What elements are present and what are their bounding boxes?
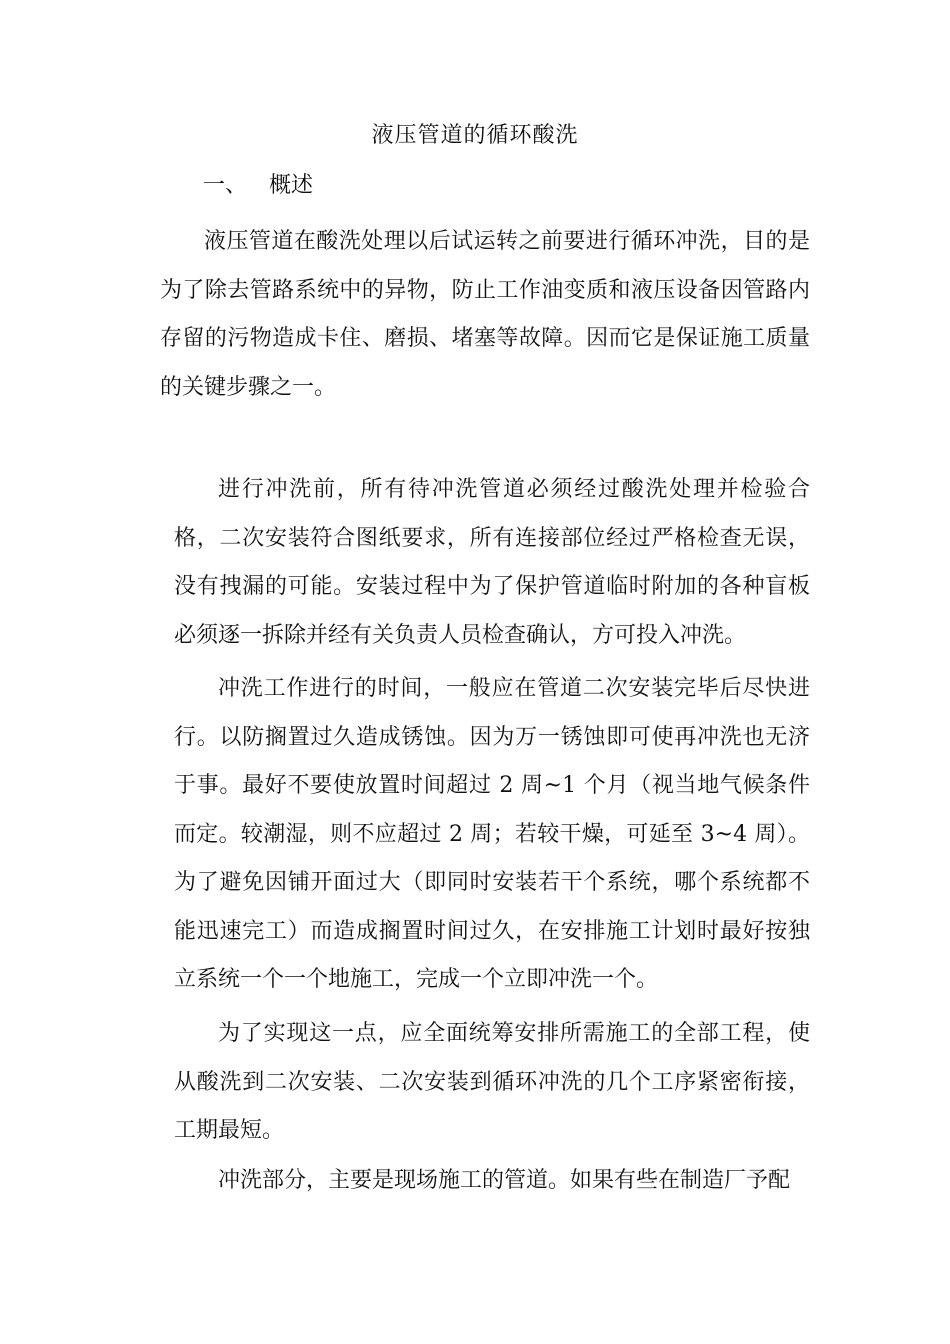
paragraph-flush-timing: 冲洗工作进行的时间，一般应在管道二次安装完毕后尽快进行。以防搁置过久造成锈蚀。因为万一锈蚀即可使再冲洗也无济于事。最好不要使放置时间超过 2 周~1 个月（视当地气候条件而定。较潮湿，则不应超过 2 周；若较干燥，可延至 3~4 周）。为了避免因铺开面过大（即同时安装若干个系统，哪个系统都不能迅速完工）而造成搁置时间过久，在安排施工计划时最好按独立系统一个一个地施工，完成一个立即冲洗一个。 [174,676,810,992]
paragraph-scheduling: 为了实现这一点，应全面统筹安排所需施工的全部工程，使从酸洗到二次安装、二次安装到循环冲洗的几个工序紧密衔接，工期最短。 [174,1021,810,1143]
document-title: 液压管道的循环酸洗 [371,123,579,148]
paragraph-pre-flush-requirements: 进行冲洗前，所有待冲洗管道必须经过酸洗处理并检验合格，二次安装符合图纸要求，所有连接部位经过严格检查无误，没有拽漏的可能。安装过程中为了保护管道临时附加的各种盲板必须逐一拆除并经有关负责人员检查确认，方可投入冲洗。 [174,477,810,648]
paragraph-flush-scope: 冲洗部分，主要是现场施工的管道。如果有些在制造厂予配 [218,1168,791,1193]
section-heading [203,170,313,202]
paragraph-overview: 液压管道在酸洗处理以后试运转之前要进行循环冲洗，目的是为了除去管路系统中的异物，防止工作油变质和液压设备因管路内存留的污物造成卡住、磨损、堵塞等故障。因而它是保证施工质量的关键步骤之一。 [160,229,810,400]
section-number: 一、 [203,173,248,198]
section-heading-text: 概述 [269,173,314,198]
